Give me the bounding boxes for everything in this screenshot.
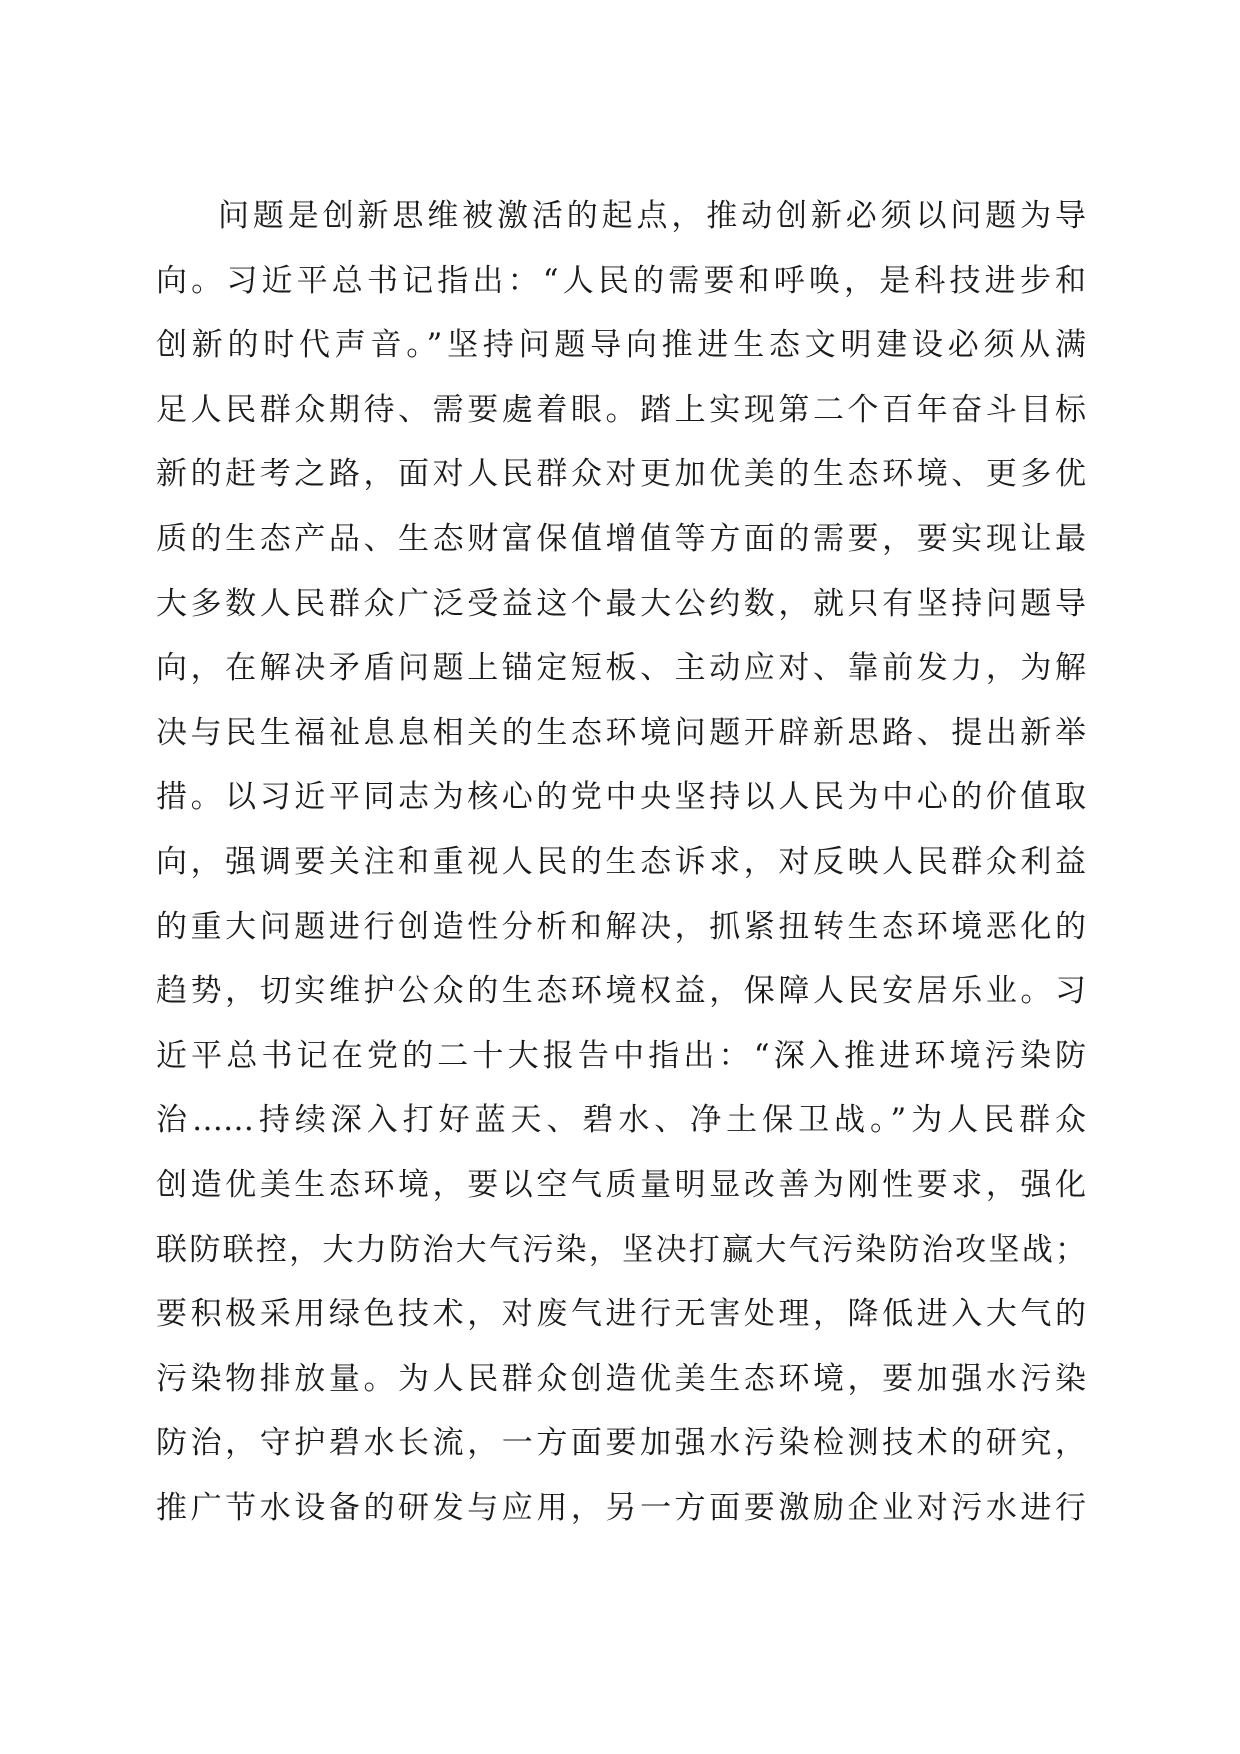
paragraph-line: 创新的时代声音。”坚持问题导向推进生态文明建设必须从满 — [156, 327, 1086, 364]
paragraph-line: 问题是创新思维被激活的起点，推动创新必须以问题为导 — [218, 198, 1086, 234]
paragraph-line: 趋势，切实维护公众的生态环境权益，保障人民安居乐业。习 — [156, 973, 1086, 1010]
paragraph-line: 措。以习近平同志为核心的党中央坚持以人民为中心的价值取 — [156, 779, 1086, 816]
paragraph-line: 推广节水设备的研发与应用，另一方面要激励企业对污水进行 — [156, 1489, 1086, 1526]
paragraph-line: 向，在解决矛盾问题上锚定短板、主动应对、靠前发力，为解 — [156, 650, 1086, 687]
paragraph-line: 决与民生福祉息息相关的生态环境问题开辟新思路、提出新举 — [156, 714, 1086, 751]
paragraph-line: 近平总书记在党的二十大报告中指出：“深入推进环境污染防 — [156, 1037, 1086, 1074]
paragraph-line: 质的生态产品、生态财富保值增值等方面的需要，要实现让最 — [156, 520, 1086, 557]
body-paragraph — [156, 184, 1086, 1540]
paragraph-line: 向，强调要关注和重视人民的生态诉求，对反映人民群众利益 — [156, 843, 1086, 880]
paragraph-line: 新的赶考之路，面对人民群众对更加优美的生态环境、更多优 — [156, 456, 1086, 493]
paragraph-line: 污染物排放量。为人民群众创造优美生态环境，要加强水污染 — [156, 1360, 1086, 1397]
paragraph-line: 足人民群众期待、需要處着眼。踏上实现第二个百年奋斗目标 — [156, 391, 1086, 428]
paragraph-line: 联防联控，大力防治大气污染，坚决打赢大气污染防治攻坚战； — [156, 1231, 1086, 1268]
paragraph-line: 向。习近平总书记指出：“人民的需要和呼唤，是科技进步和 — [156, 262, 1086, 299]
paragraph-line: 创造优美生态环境，要以空气质量明显改善为刚性要求，强化 — [156, 1166, 1086, 1203]
paragraph-line: 大多数人民群众广泛受益这个最大公约数，就只有坚持问题导 — [156, 585, 1086, 622]
paragraph-line: 治……持续深入打好蓝天、碧水、净土保卫战。”为人民群众 — [156, 1102, 1086, 1139]
paragraph-line: 的重大问题进行创造性分析和解决，抓紧扭转生态环境恶化的 — [156, 908, 1086, 945]
paragraph-line: 要积极采用绿色技术，对废气进行无害处理，降低进入大气的 — [156, 1296, 1086, 1333]
paragraph-line: 防治，守护碧水长流，一方面要加强水污染检测技术的研究， — [156, 1425, 1086, 1462]
